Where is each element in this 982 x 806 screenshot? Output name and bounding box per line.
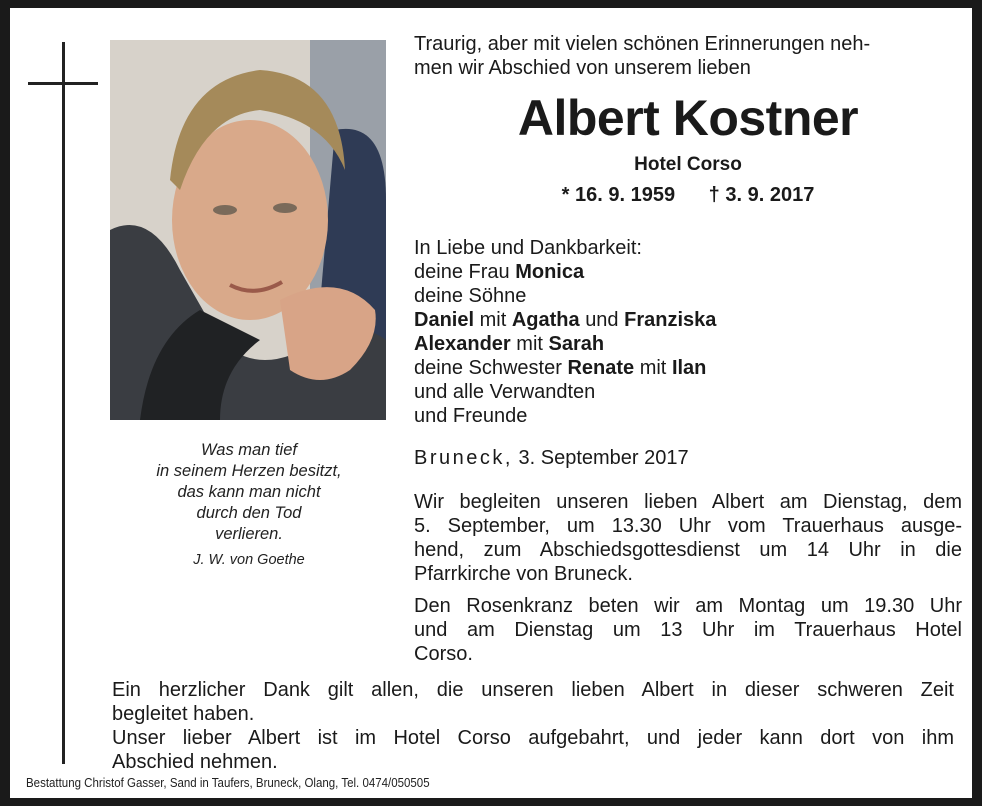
rosary-line: Den Rosenkranz beten wir am Montag um 19.30 Uhr	[414, 595, 962, 617]
burial-line: 5. September, um 13.30 Uhr vom Trauerhaus ausge-	[414, 515, 962, 537]
family-wife: deine Frau Monica	[414, 261, 585, 283]
rosary-line: und am Dienstag um 13 Uhr im Trauerhaus Hotel	[414, 619, 962, 641]
family-relatives: und alle Verwandten	[414, 381, 596, 403]
cross-icon	[62, 42, 65, 764]
notice-date: 3. September 2017	[518, 447, 689, 469]
closing-text	[112, 678, 954, 774]
burial-info	[414, 490, 962, 586]
intro-text	[414, 32, 962, 80]
thanks-line: begleitet haben.	[112, 703, 255, 725]
burial-line: Pfarrkirche von Bruneck.	[414, 563, 633, 585]
birth-date: * 16. 9. 1959	[561, 184, 676, 206]
quote-line: Was man tief	[201, 441, 297, 459]
rosary-info	[414, 594, 962, 666]
portrait-photo	[110, 40, 386, 420]
laid-out-line: Unser lieber Albert ist im Hotel Corso aufgebahrt, und jeder kann dort von ihm	[112, 727, 954, 749]
place-name: Bruneck,	[414, 447, 513, 469]
funeral-home-footer: Bestattung Christof Gasser, Sand in Taufers, Bruneck, Olang, Tel. 0474/050505	[26, 776, 430, 790]
cross-icon-bar	[28, 82, 98, 85]
family-heading: In Liebe und Dankbarkeit:	[414, 237, 642, 259]
family-friends: und Freunde	[414, 405, 528, 427]
quote-line: durch den Tod	[196, 504, 302, 522]
family-sons: deine Söhne	[414, 285, 527, 307]
family-list	[414, 236, 962, 428]
thanks-line: Ein herzlicher Dank gilt allen, die unseren lieben Albert in dieser schweren Zeit	[112, 679, 954, 701]
place-date	[414, 446, 962, 470]
burial-line: Wir begleiten unseren lieben Albert am Dienstag, dem	[414, 491, 962, 513]
quote-line: in seinem Herzen besitzt,	[156, 462, 342, 480]
family-son1: Daniel mit Agatha und Franziska	[414, 309, 717, 331]
quote-line: verlieren.	[215, 525, 283, 543]
family-son2: Alexander mit Sarah	[414, 333, 605, 355]
intro-line: men wir Abschied von unserem lieben	[414, 57, 751, 79]
quote-line: das kann man nicht	[177, 483, 321, 501]
life-dates	[414, 184, 962, 207]
intro-line: Traurig, aber mit vielen schönen Erinnerungen neh-	[414, 33, 871, 55]
family-sister: deine Schwester Renate mit Ilan	[414, 357, 707, 379]
burial-line: hend, zum Abschiedsgottesdienst um 14 Uhr in die	[414, 539, 962, 561]
rosary-line: Corso.	[414, 643, 473, 665]
laid-out-line: Abschied nehmen.	[112, 751, 278, 773]
goethe-quote	[110, 440, 388, 571]
quote-author: J. W. von Goethe	[193, 552, 305, 568]
deceased-name: Albert Kostner	[517, 90, 859, 146]
hotel-name: Hotel Corso	[634, 154, 742, 175]
obituary-card	[10, 8, 972, 798]
death-date: † 3. 9. 2017	[708, 184, 815, 206]
